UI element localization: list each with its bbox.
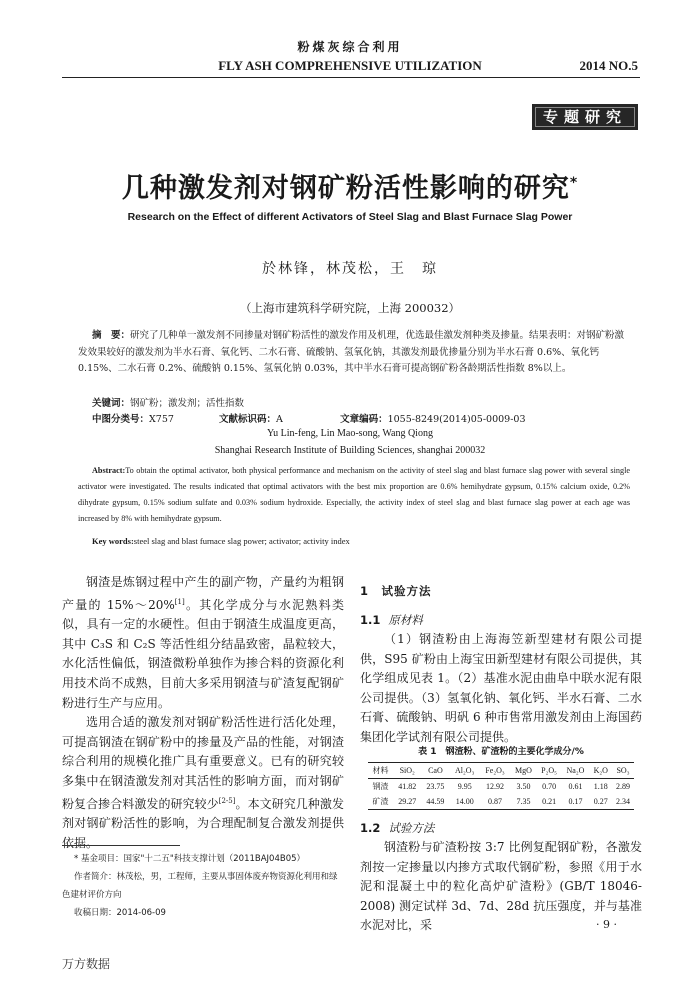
table-cell: 2.89 [616, 782, 630, 791]
keywords-label: 关键词： [92, 398, 131, 409]
table-cell: 1.18 [593, 782, 608, 791]
heading-1-1-text: 原材料 [388, 613, 423, 627]
table-cell: 0.70 [542, 782, 557, 791]
abstract-label: 摘 要： [92, 330, 131, 341]
footnote-fund: * 基金项目：国家"十二五"科技支撑计划（2011BAJ04B05） [74, 854, 306, 864]
table-cell: 29.27 [398, 797, 417, 806]
table-header-row [368, 763, 634, 779]
table-header-cell: 材料 [372, 766, 389, 775]
table-header-cell: SO₃ [616, 766, 630, 775]
table-header-cell: CaO [428, 766, 443, 775]
abstract-en [78, 463, 630, 527]
keywords-text: 钢矿粉；激发剂；活性指数 [130, 398, 245, 409]
p2-text-cont: 。本文研究几种激发剂对钢矿粉活性的影响，为合理配制复合激发剂提供依据。 [62, 796, 344, 850]
abstract-en-label: Abstract: [92, 466, 126, 475]
table-row [368, 779, 634, 795]
footnote [62, 850, 344, 922]
paper-title-cn [0, 166, 700, 205]
table-header-cell: Al₂O₃ [455, 766, 475, 775]
materials-text: （1）钢渣粉由上海海笠新型建材有限公司提供，S95 矿粉由上海宝田新型建材有限公司提供，其化学组成见表 1。（2）基准水泥由曲阜中联水泥有限公司提供。（3）氢氧化钠、氧化钙、半水石膏、二水石膏、硫酸钠、明矾 6 种市售常用激发剂由上海国药集团化学试剂有限公司提供。 [360, 632, 642, 744]
section-tag: 专题研究 [532, 104, 638, 130]
table-cell: 23.75 [426, 782, 445, 791]
footnote-date: 收稿日期：2014-06-09 [74, 908, 166, 918]
heading-1-2-text: 试验方法 [388, 821, 435, 835]
intro-paragraph-1 [62, 573, 344, 713]
table-row [368, 794, 634, 810]
table-header-cell: SiO₂ [399, 766, 415, 775]
table-1 [368, 762, 634, 810]
keywords-en-text: steel slag and blast furnace slag power; activator; activity index [133, 536, 350, 546]
table-cell: 0.17 [568, 797, 583, 806]
section-heading-1-1 [360, 612, 423, 628]
table-header-cell: P₂O₅ [541, 766, 557, 775]
classification-line [92, 411, 632, 425]
abstract-cn [78, 328, 630, 378]
table-cell: 44.59 [426, 797, 445, 806]
table-cell: 3.50 [516, 782, 531, 791]
table-1-caption: 表 1 钢渣粉、矿渣粉的主要化学成分/% [418, 747, 584, 757]
table-cell: 0.27 [593, 797, 608, 806]
doc-code-label: 文献标识码： [219, 414, 277, 425]
heading-1-2-number: 1.2 [360, 821, 381, 835]
intro-paragraph-2 [62, 713, 344, 853]
keywords-cn [92, 395, 244, 409]
heading-1-1-number: 1.1 [360, 613, 381, 627]
table-header-cell: MgO [514, 766, 532, 775]
table-cell: 12.92 [486, 782, 505, 791]
title-text: 几种激发剂对钢矿粉活性影响的研究 [121, 173, 570, 204]
article-code-label: 文章编码： [340, 414, 388, 425]
table-cell: 0.21 [542, 797, 557, 806]
table-cell: 钢渣 [372, 782, 389, 791]
table-cell: 矿渣 [372, 797, 389, 806]
table-header-cell: Fe₂O₃ [485, 766, 505, 775]
table-cell: 14.00 [455, 797, 474, 806]
authors-en: Yu Lin-feng, Lin Mao-song, Wang Qiong [267, 428, 433, 439]
method-text: 钢渣粉与矿渣粉按 3:7 比例复配钢矿粉，各激发剂按一定掺量以内掺方式取代钢矿粉，参照《用于水泥和混凝土中的粒化高炉矿渣粉》(GB/T 18046-2008) 测定试样 3d、7d、28d 抗压强度，并与基准水泥对比，采 [360, 840, 642, 933]
p1-text-cont: 。其化学成分与水泥熟料类似，具有一定的水硬性。但由于钢渣生成温度更高，其中 C₃S 和 C₂S 等活性组分结晶致密，晶粒较大，水化活性偏低，钢渣微粉单独作为掺合料的资源化利用技术尚不成熟，目前大多采用钢渣与矿渣复配钢矿粉进行生产与应用。 [62, 597, 344, 710]
table-cell: 0.61 [568, 782, 583, 791]
citation-2-5: [2-5] [218, 796, 236, 805]
footnote-author: 作者简介：林茂松，男，工程师，主要从事固体废弃物资源化利用和绿色建材评价方向 [62, 872, 338, 900]
affiliation-en: Shanghai Research Institute of Building Sciences, shanghai 200032 [214, 445, 486, 456]
abstract-text: 研究了几种单一激发剂不同掺量对钢矿粉活性的激发作用及机理，优选最佳激发剂种类及掺量。结果表明：对钢矿粉激发效果较好的激发剂为半水石膏、氧化钙、二水石膏、硫酸钠、氢氧化钠，其激发剂最优掺量分别为半水石膏 0.6%、氧化钙 0.15%、二水石膏 0.2%、硫酸钠 0.15%、氢氧化钠 0.03%，其中半水石膏可提高钢矿粉各龄期活性指数 8%以上。 [78, 330, 625, 374]
watermark: 万方数据 [62, 957, 111, 971]
paper-title-en: Research on the Effect of different Activators of Steel Slag and Blast Furnace Slag Power [127, 211, 573, 223]
table-cell: 7.35 [516, 797, 531, 806]
table-header-cell: Na₂O [566, 766, 585, 775]
section-heading-1: 1 试验方法 [360, 584, 432, 598]
table-cell: 9.95 [457, 782, 472, 791]
table-header-cell: K₂O [593, 766, 608, 775]
clc-value: X757 [149, 414, 174, 425]
table-cell: 2.34 [616, 797, 630, 806]
clc-label: 中图分类号： [92, 414, 150, 425]
p1-text: 钢渣是炼钢过程中产生的副产物，产量约为粗钢产量的 15%～20% [62, 575, 344, 612]
article-code-value: 1055-8249(2014)05-0009-03 [387, 414, 526, 425]
footnote-rule [62, 845, 180, 846]
section-heading-1-2 [360, 820, 434, 836]
materials-paragraph [360, 630, 642, 748]
keywords-en [92, 536, 350, 546]
citation-1: [1] [174, 597, 185, 606]
page-number: · 9 · [596, 918, 617, 931]
table-cell: 41.82 [398, 782, 417, 791]
abstract-en-text: To obtain the optimal activator, both physical performance and mechanism on the activity of steel slag and blast furnace slag power with several single activator were investigated. The results indicated that optimal activators with the best mix proportion are 0.6% hemihydrate gypsum, 0.15% calcium oxide, 0.2% dihydrate gypsum, 0.15% sodium sulfate and 0.03% sodium hydroxide. Especially, the activity index of steel slag and blast furnace slag power at each age was increased by 8% with hemihydrate gypsum. [78, 466, 630, 523]
journal-name-cn: 粉煤灰综合利用 [297, 40, 403, 54]
keywords-en-label: Key words: [92, 536, 134, 546]
journal-name-en: FLY ASH COMPREHENSIVE UTILIZATION [218, 58, 482, 73]
table-cell: 0.87 [488, 797, 503, 806]
authors-cn: 於林锋，林茂松，王 琼 [262, 261, 438, 277]
title-footnote-mark: * [569, 175, 579, 191]
issue-number: 2014 NO.5 [579, 58, 638, 73]
doc-code-value: A [276, 414, 283, 425]
p2-text: 选用合适的激发剂对钢矿粉活性进行活化处理，可提高钢渣在钢矿粉中的掺量及产品的性能，对钢渣综合利用的规模化推广具有重要意义。已有的研究较多集中在钢渣激发剂对其活性的影响方面，而对钢矿粉复合掺合料激发的研究较少 [62, 715, 344, 811]
affiliation-cn: （上海市建筑科学研究院，上海 200032） [239, 301, 461, 315]
body-left-column [62, 573, 344, 853]
header-rule [62, 77, 640, 78]
